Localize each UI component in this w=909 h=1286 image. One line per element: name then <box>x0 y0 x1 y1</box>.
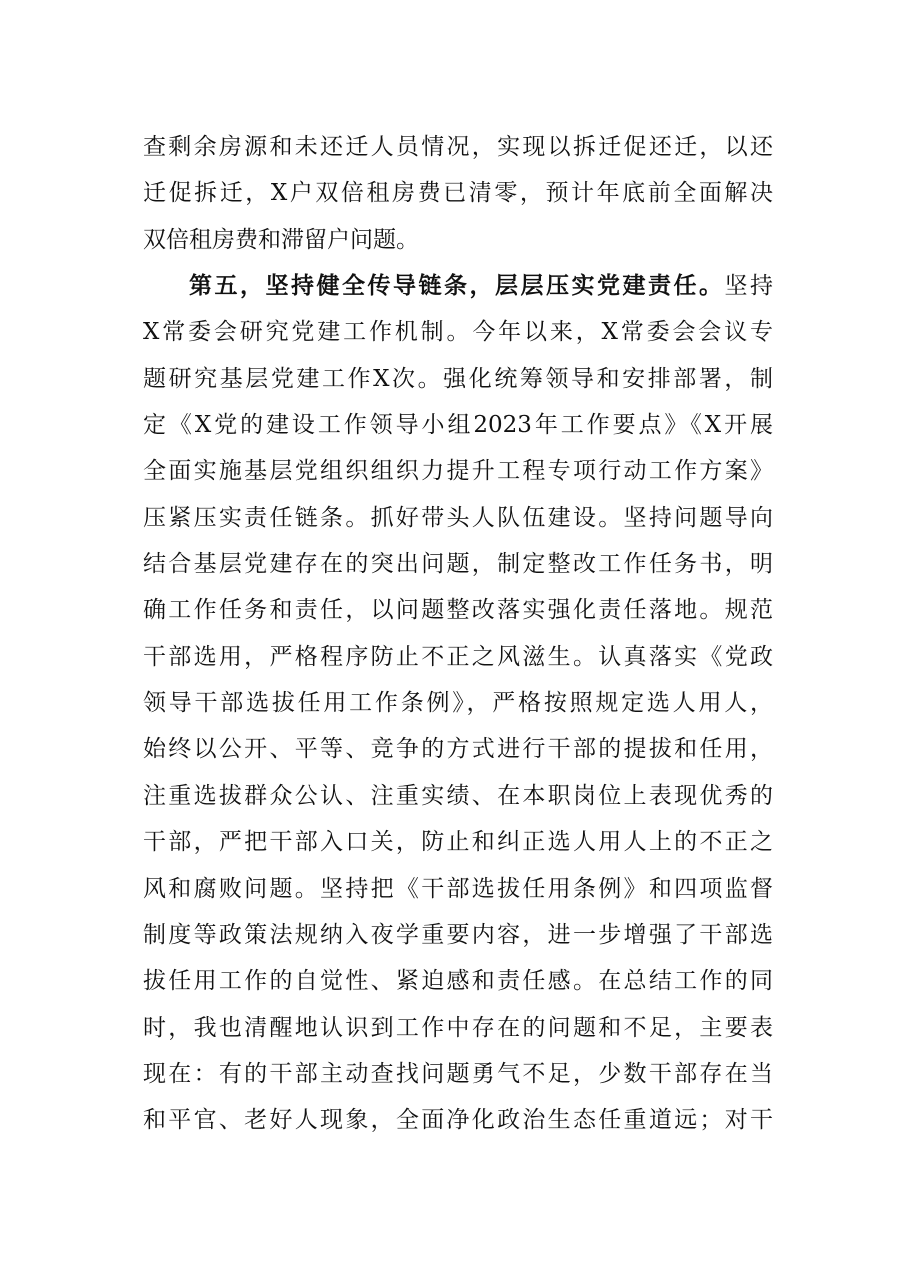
text-line: 结合基层党建存在的突出问题，制定整改工作任务书，明 <box>143 551 773 578</box>
text-line: 查剩余房源和未还迁人员情况，实现以拆迁促还迁，以还 <box>143 134 773 160</box>
text-line: 现在：有的干部主动查找问题勇气不足，少数干部存在当 <box>143 1060 773 1087</box>
paragraph-five-first-line <box>143 263 773 309</box>
text-line: 始终以公开、平等、竞争的方式进行干部的提拔和任用， <box>143 736 773 763</box>
text-line: 压紧压实责任链条。抓好带头人队伍建设。坚持问题导向 <box>143 504 773 531</box>
text-line: 定《X党的建设工作领导小组2023年工作要点》《X开展 <box>143 412 773 439</box>
text-line: 领导干部选拔任用工作条例》，严格按照规定选人用人， <box>143 690 773 717</box>
text-line: 全面实施基层党组织组织力提升工程专项行动工作方案》 <box>143 458 773 485</box>
text-line: 制度等政策法规纳入夜学重要内容，进一步增强了干部选 <box>143 921 773 948</box>
text-line: 双倍租房费和滞留户问题。 <box>143 226 419 253</box>
text-line: 风和腐败问题。坚持把《干部选拔任用条例》和四项监督 <box>143 875 773 902</box>
text-line: 时，我也清醒地认识到工作中存在的问题和不足，主要表 <box>143 1014 773 1041</box>
text-line: 确工作任务和责任，以问题整改落实强化责任落地。规范 <box>143 597 773 624</box>
text-line: 注重选拔群众公认、注重实绩、在本职岗位上表现优秀的 <box>143 782 773 809</box>
text-line: 拔任用工作的自觉性、紧迫感和责任感。在总结工作的同 <box>143 968 773 995</box>
paragraph-heading: 第五，坚持健全传导链条，层层压实党建责任。 <box>189 272 725 300</box>
text-line: 迁促拆迁，X户双倍租房费已清零，预计年底前全面解决 <box>143 180 773 207</box>
text-line: 和平官、老好人现象，全面净化政治生态任重道远；对干 <box>143 1107 773 1134</box>
text-line: 题研究基层党建工作X次。强化统筹领导和安排部署，制 <box>143 365 773 392</box>
text-line: 干部，严把干部入口关，防止和纠正选人用人上的不正之 <box>143 829 773 856</box>
text-line: X常委会研究党建工作机制。今年以来，X常委会会议专 <box>143 319 773 346</box>
text-line: 干部选用，严格程序防止不正之风滋生。认真落实《党政 <box>143 643 773 670</box>
text-fragment: 坚持 <box>724 273 773 300</box>
body-text <box>143 124 773 1144</box>
